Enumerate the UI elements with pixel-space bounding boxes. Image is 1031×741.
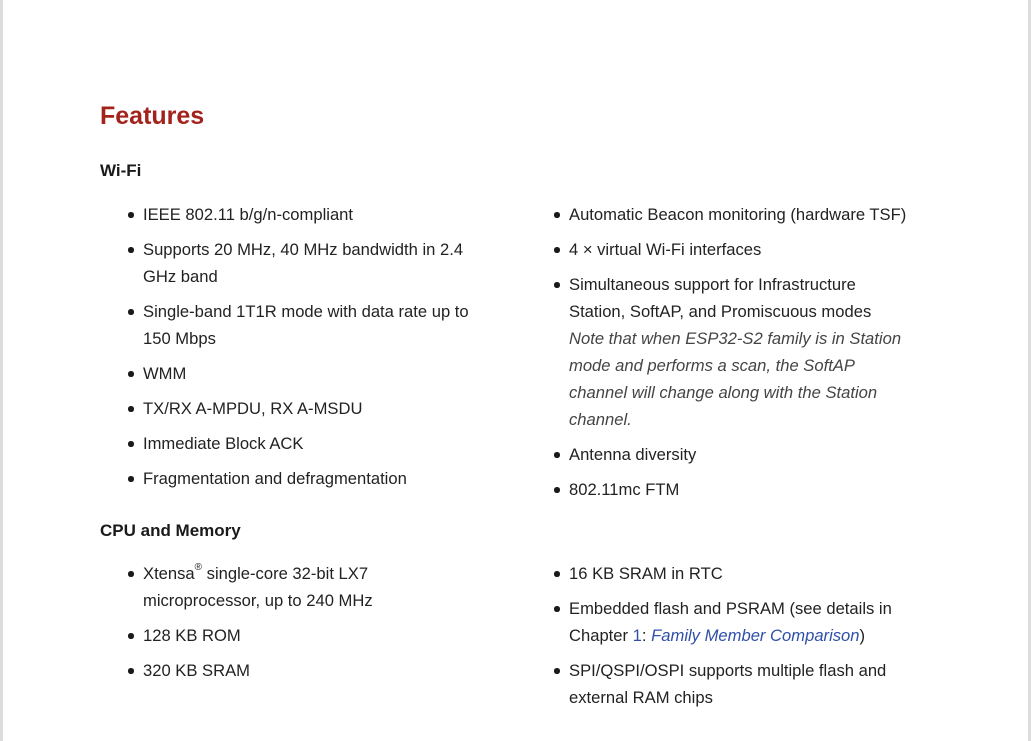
list-item bbox=[128, 560, 488, 614]
list-item: Automatic Beacon monitoring (hardware TSF) bbox=[554, 201, 914, 228]
list-item: Immediate Block ACK bbox=[128, 430, 488, 457]
list-item: 802.11mc FTM bbox=[554, 476, 914, 503]
list-item bbox=[554, 595, 914, 649]
wifi-list-left bbox=[128, 201, 488, 500]
list-item: 320 KB SRAM bbox=[128, 657, 488, 684]
page-edge-left bbox=[0, 0, 3, 741]
section-title: Features bbox=[100, 102, 205, 130]
flash-text: Embedded flash and PSRAM (see details in Chapter bbox=[569, 599, 892, 645]
chapter-title-link[interactable]: Family Member Comparison bbox=[651, 626, 860, 645]
xtensa-name: Xtensa bbox=[143, 564, 195, 583]
cpu-list-left bbox=[128, 560, 488, 692]
flash-suffix: ) bbox=[859, 626, 866, 645]
wifi-heading: Wi-Fi bbox=[100, 161, 142, 180]
list-item: IEEE 802.11 b/g/n-compliant bbox=[128, 201, 488, 228]
list-item-text: Simultaneous support for Infrastructure Station, SoftAP, and Promiscuous modes bbox=[569, 275, 872, 321]
list-item: 16 KB SRAM in RTC bbox=[554, 560, 914, 587]
list-item: Single-band 1T1R mode with data rate up to 150 Mbps bbox=[128, 298, 488, 352]
list-item: 128 KB ROM bbox=[128, 622, 488, 649]
station-mode-note: Note that when ESP32-S2 family is in Station mode and performs a scan, the SoftAP channel will change along with the Station channel. bbox=[569, 329, 902, 429]
list-item: 4 × virtual Wi-Fi interfaces bbox=[554, 236, 914, 263]
list-item: Supports 20 MHz, 40 MHz bandwidth in 2.4 GHz band bbox=[128, 236, 488, 290]
list-item: Antenna diversity bbox=[554, 441, 914, 468]
chapter-number-link[interactable]: 1 bbox=[632, 626, 642, 645]
wifi-list-right bbox=[554, 201, 914, 511]
list-item: TX/RX A-MPDU, RX A-MSDU bbox=[128, 395, 488, 422]
chapter-separator: : bbox=[641, 626, 652, 645]
xtensa-description: single-core 32-bit LX7 microprocessor, up to 240 MHz bbox=[143, 564, 373, 610]
list-item: SPI/QSPI/OSPI supports multiple flash and external RAM chips bbox=[554, 657, 914, 711]
cpu-memory-heading: CPU and Memory bbox=[100, 521, 241, 540]
cpu-list-right bbox=[554, 560, 914, 719]
list-item: Fragmentation and defragmentation bbox=[128, 465, 488, 492]
registered-mark: ® bbox=[194, 562, 203, 574]
list-item bbox=[554, 271, 914, 433]
list-item: WMM bbox=[128, 360, 488, 387]
